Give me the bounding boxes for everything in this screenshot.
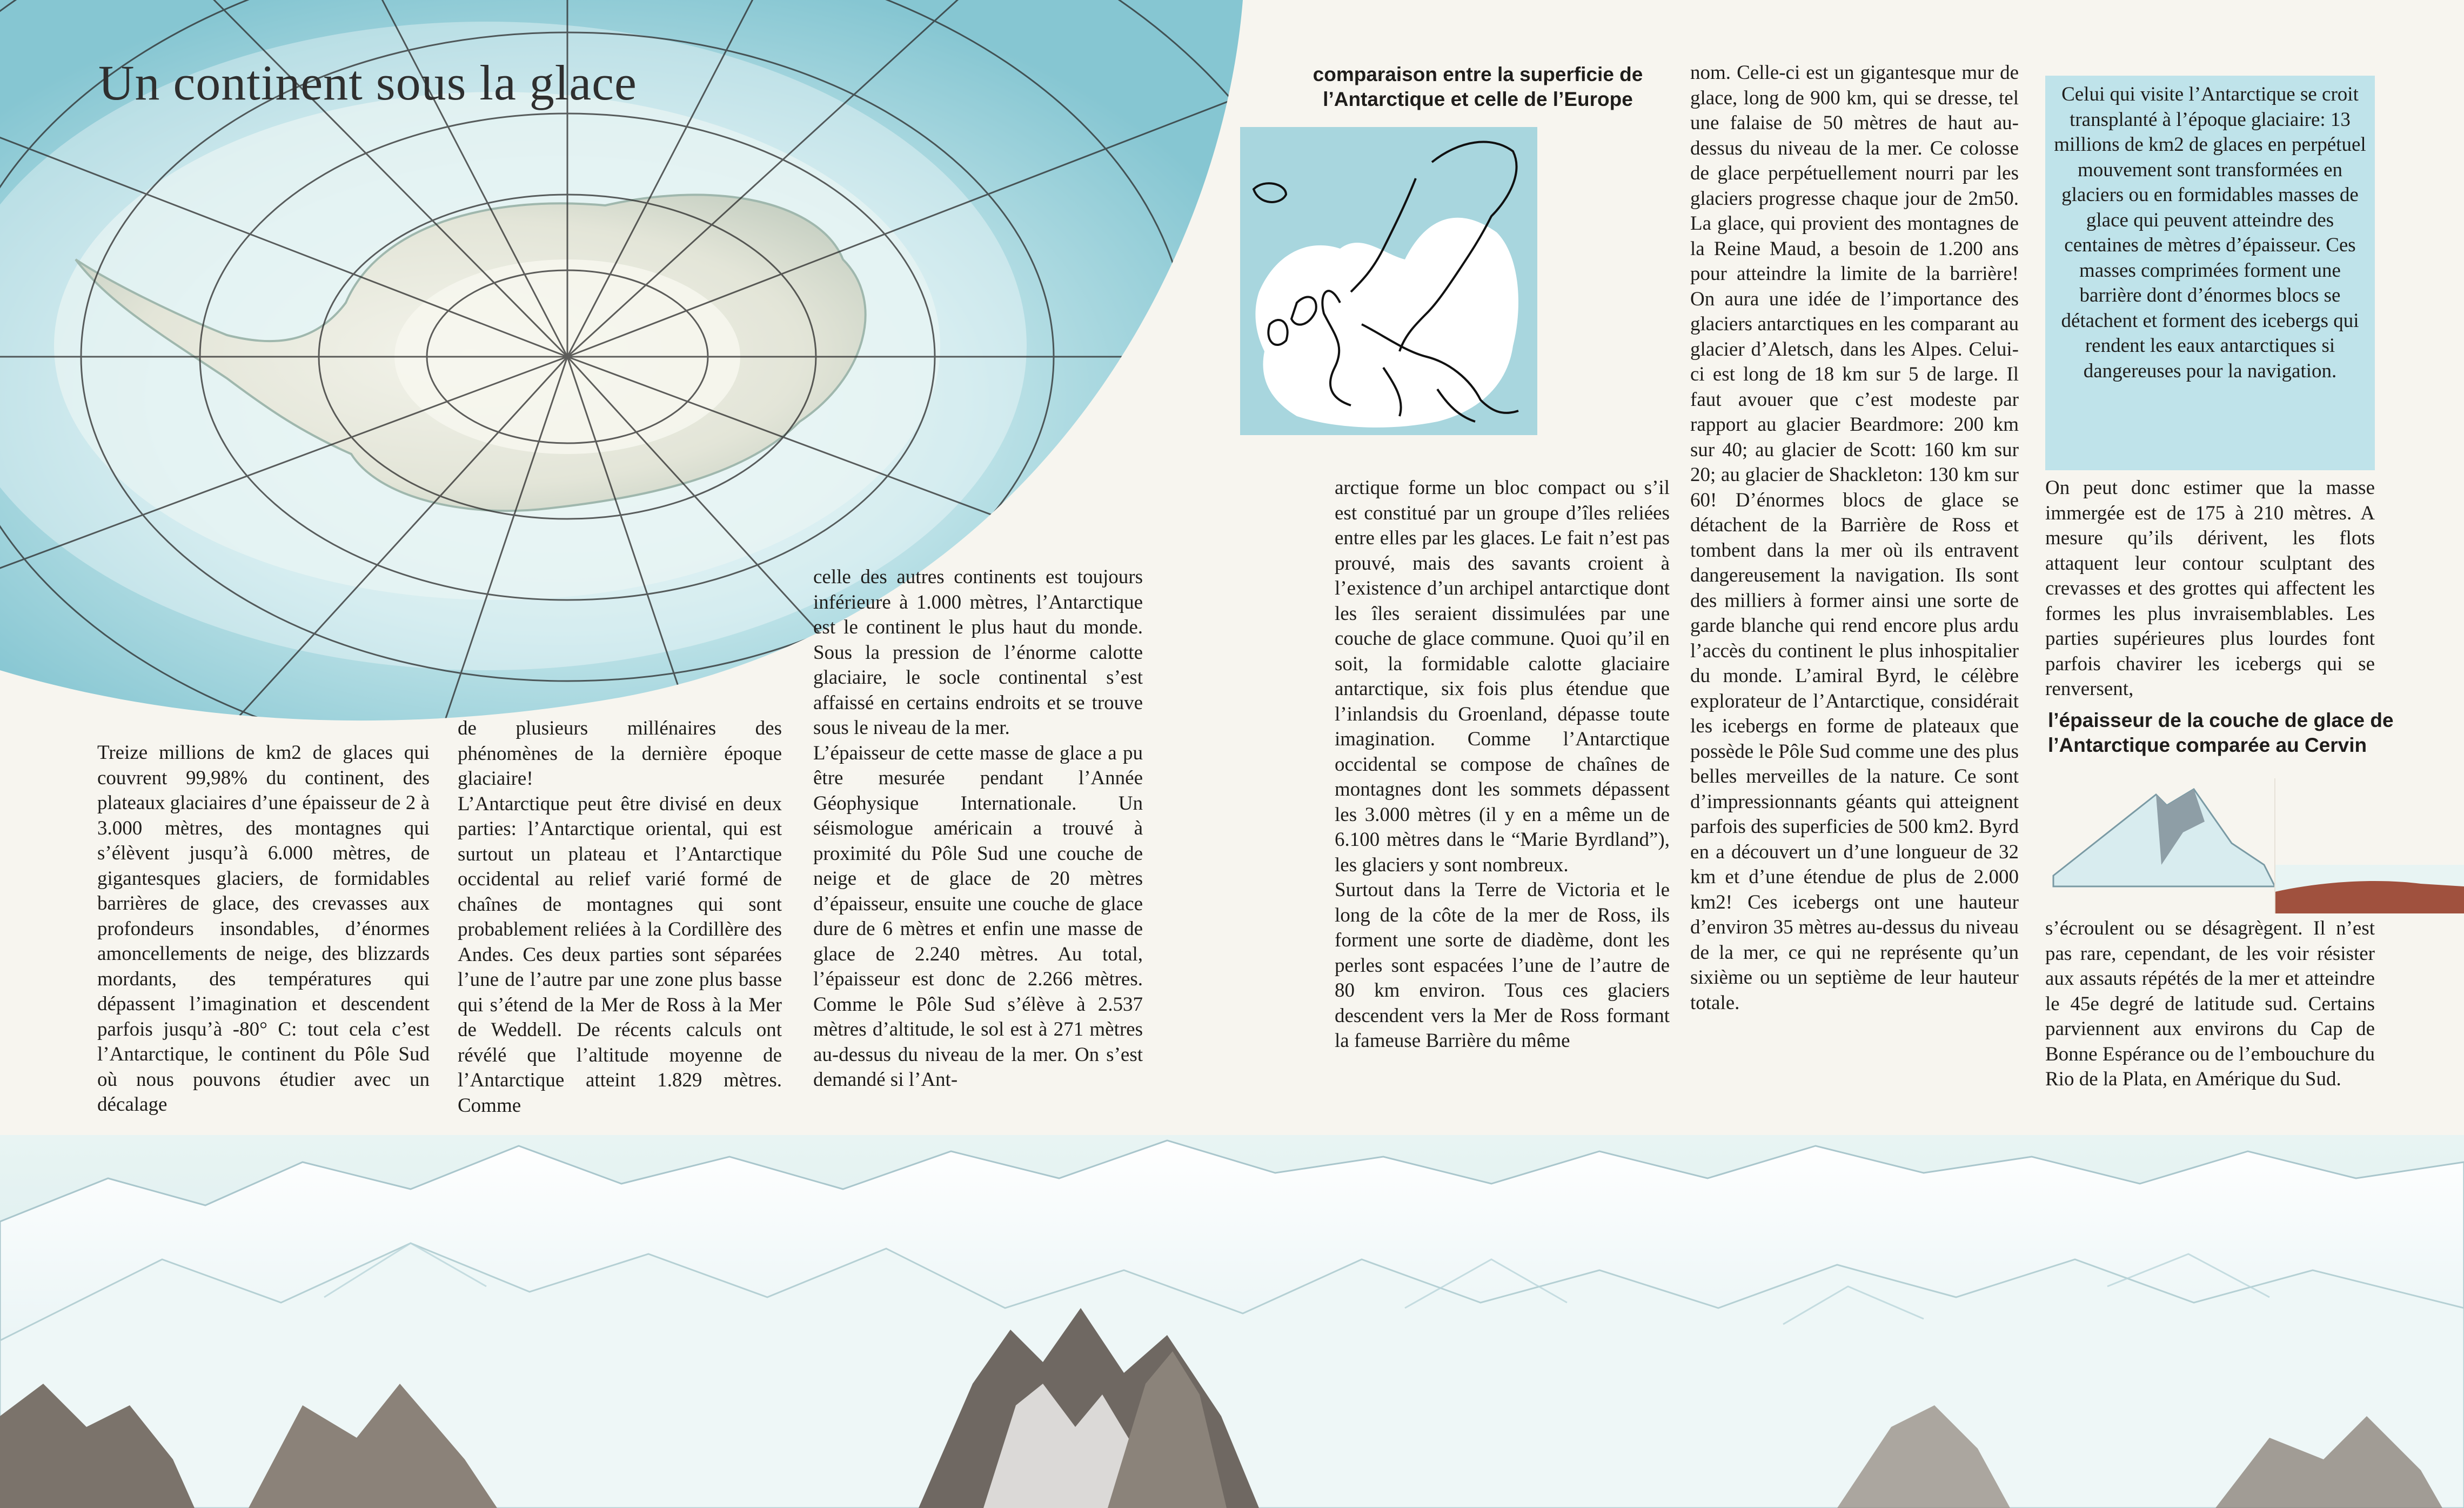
paragraph: Celui qui visite l’Antarctique se croit transplanté à l’époque glaciaire: 13 millions de km2 de glaces en perpétuel mouvement sont transformées en glaciers ou en formidables masses de glace qui peuvent atteindre des centaines de mètres d’épaisseur. Ces masses comprimées forment une barrière dont d’énormes blocs se détachent et forment des icebergs qui rendent les eaux antarctiques si dangereuses pour la navigation. — [2054, 83, 2366, 382]
intro-box — [2045, 76, 2375, 470]
paragraph: L’épaisseur de cette masse de glace a pu être mesurée pendant l’Année Géophysique Internationale. Un séismologue américain a trouvé à proximité du Pôle Sud une couche de neige et de glace de 20 mètres d’épaisseur, ensuite une couche de glace dure de 6 mètres et enfin une masse de glace de 2.240 mètres. Au total, l’épaisseur est donc de 2.266 mètres. Comme le Pôle Sud s’élève à 2.537 mètres d’altitude, le sol est à 271 mètres au-dessus du niveau de la mer. On s’est demandé si l’Ant- — [813, 742, 1143, 1091]
antarctic-mountain-landscape — [0, 1135, 2464, 1508]
paragraph: Surtout dans la Terre de Victoria et le long de la côte de la mer de Ross, ils forment une sorte de diadème, dont les perles sont espacées l’une de l’autre de 80 km environ. Tous ces glaciers descendent vers la Mer de Ross formant la fameuse Barrière du même — [1335, 879, 1670, 1052]
page-title: Un continent sous la glace — [98, 55, 637, 110]
cervin-caption: l’épaisseur de la couche de glace de l’Antarctique comparée au Cervin — [2048, 709, 2394, 756]
text-column-7 — [2045, 916, 2375, 1092]
paragraph: nom. Celle-ci est un gigantesque mur de glace, long de 900 km, qui se dresse, tel une falaise de 50 mètres de haut au-dessus du niveau de la mer. Ce colosse de glace perpétuellement nourri par les glaciers progresse chaque jour de 2m50. La glace, qui provient des montagnes de la Reine Maud, a besoin de 1.200 ans pour atteindre la limite de la barrière! On aura une idée de l’importance des glaciers antarctiques en les comparant au glacier d’Aletsch, dans les Alpes. Celui-ci est long de 18 km sur 5 de large. Il faut avouer que c’est modeste par rapport au glacier Beardmore: 200 km sur 40; au glacier de Scott: 160 km sur 20; au glacier de Shackleton: 130 km sur 60! D’énormes blocs de glace se détachent de la Barrière de Ross et tombent dans la mer où ils entravent dangereusement la navigation. Ils sont des milliers à former ainsi une sorte de garde blanche qui rend encore plus ardu l’accès du continent le plus inhospitalier du monde. L’amiral Byrd, le célèbre explorateur de l’Antarctique, considérait les icebergs en forme de plateaux que possède le Pôle Sud comme une des plus belles merveilles de la nature. Ce sont d’impressionnants géants qui atteignent parfois des superficies de 500 km2. Byrd en a découvert un d’une longueur de 32 km et d’une étendue de plus de 2.000 km2! Ces icebergs ont une hauteur d’environ 35 mètres au-dessus du niveau de la mer, ce qui ne représente qu’un sixième ou un septième de leur hauteur totale. — [1690, 62, 2019, 1014]
text-column-5 — [1690, 61, 2019, 1016]
europe-antarctica-comparison-map — [1240, 127, 1537, 435]
paragraph: celle des autres continents est toujours inférieure à 1.000 mètres, l’Antarctique est le continent le plus haut du monde. Sous la pression de l’énorme calotte glaciaire, le socle continental s’est affaissé en certains endroits et se trouve sous le niveau de la mer. — [813, 566, 1143, 739]
paragraph: Treize millions de km2 de glaces qui couvrent 99,98% du continent, des plateaux glaciaires d’une épaisseur de 2 à 3.000 mètres, des montagnes qui s’élèvent jusqu’à 6.000 mètres, de gigantesques glaciers, de formidables barrières de glace, des crevasses aux profondeurs insondables, d’énormes amoncellements de neige, des blizzards mordants, des températures qui dépassent l’imagination et descendent parfois jusqu’à -80° C: tout cela c’est l’Antarctique, le continent du Pôle Sud où nous pouvons étudier avec un décalage — [97, 742, 430, 1116]
text-column-6 — [2045, 476, 2375, 702]
paragraph: s’écroulent ou se désagrègent. Il n’est pas rare, cependant, de les voir résister aux assauts répétés de la mer et atteindre le 45e degré de latitude sud. Certains parviennent aux environs du Cap de Bonne Espérance ou de l’embouchure du Rio de la Plata, en Amérique du Sud. — [2045, 917, 2375, 1090]
text-column-1 — [97, 740, 430, 1118]
map-caption: comparaison entre la superficie de l’Antarctique et celle de l’Europe — [1313, 63, 1643, 110]
text-column-2 — [458, 716, 782, 1118]
text-column-4 — [1335, 476, 1670, 1054]
cervin-mountain-illustration — [2053, 778, 2464, 913]
paragraph: L’Antarctique peut être divisé en deux parties: l’Antarctique oriental, qui est surtout un plateau et l’Antarctique occidental au relief varié formé de chaînes de montagnes qui sont probablement reliées à la Cordillère des Andes. Ces deux parties sont séparées l’une de l’autre par une zone plus basse qui s’étend de la Mer de Ross à la Mer de Weddell. De récents calculs ont révélé que l’altitude moyenne de l’Antarctique atteint 1.829 mètres. Comme — [458, 792, 782, 1117]
paragraph: de plusieurs millénaires des phénomènes de la dernière époque glaciaire! — [458, 717, 782, 790]
text-column-3 — [813, 565, 1143, 1093]
paragraph: arctique forme un bloc compact ou s’il est constitué par un groupe d’îles reliées entre elles par les glaces. Le fait n’est pas prouvé, mais des savants croient à l’existence d’un archipel antarctique dont les îles seraient dissimulées par une couche de glace commune. Quoi qu’il en soit, la formidable calotte glaciaire antarctique, six fois plus étendue que l’inlandsis du Groenland, dépasse toute imagination. Comme l’Antarctique occidental se compose de chaînes de montagnes dont les sommets dépassent les 3.000 mètres (il y en a même un de 6.100 mètres dans le “Marie Byrdland”), les glaciers y sont nombreux. — [1335, 477, 1670, 876]
paragraph: On peut donc estimer que la masse immergée est de 175 à 210 mètres. A mesure qu’ils dérivent, les flots attaquent leur contour sculptant des crevasses et des grottes qui affectent les formes les plus invraisemblables. Les parties supérieures plus lourdes font parfois chavirer les icebergs qui se renversent, — [2045, 477, 2375, 700]
